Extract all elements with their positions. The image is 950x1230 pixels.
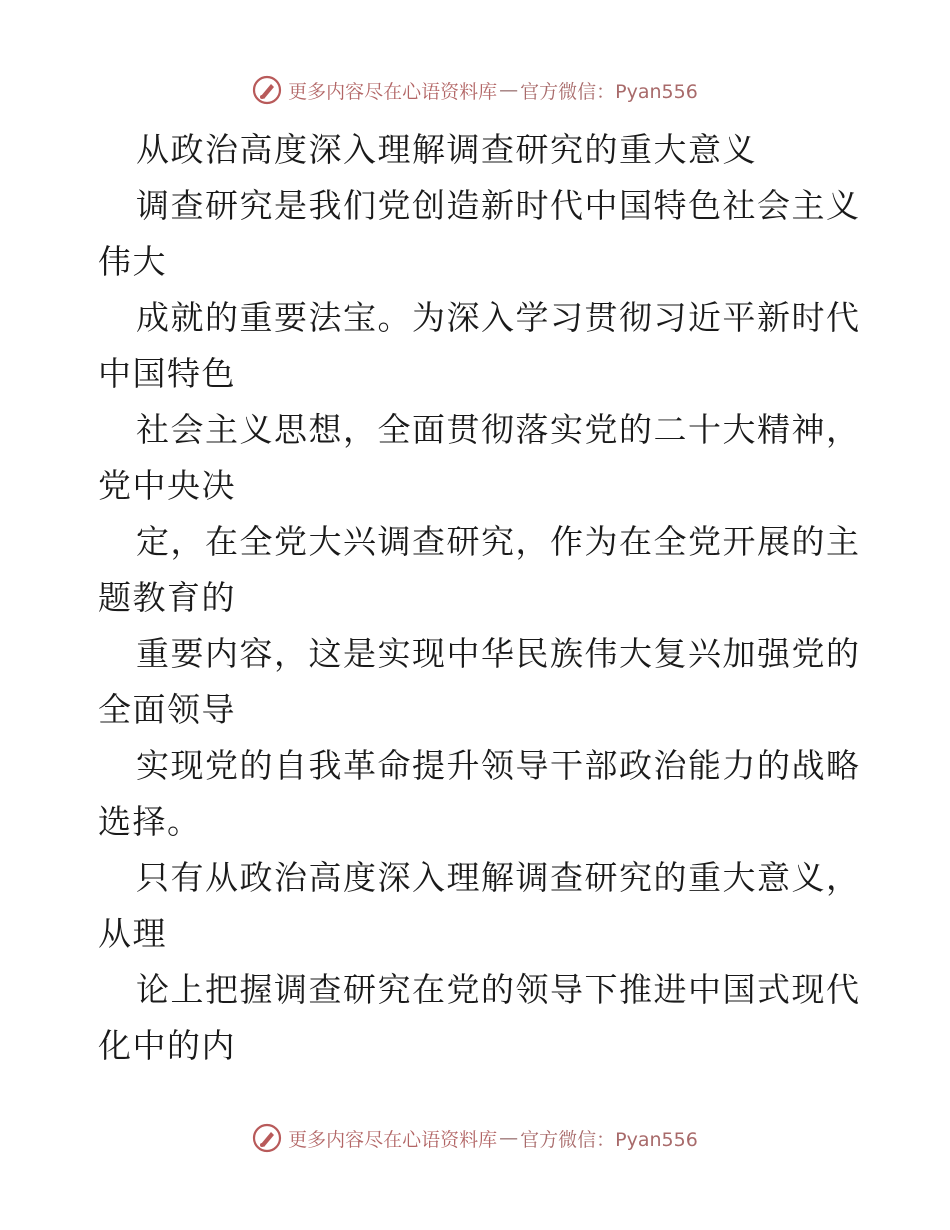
watermark-separator: — [499,1127,519,1149]
text-line: 社会主义思想，全面贯彻落实党的二十大精神， [136,410,861,449]
text-line: 成就的重要法宝。为深入学习贯彻习近平新时代 [136,298,861,337]
text-line: 化中的内 [98,1026,236,1065]
text-line: 题教育的 [98,578,236,617]
text-line: 只有从政治高度深入理解调查研究的重大意义， [136,858,861,897]
text-line: 伟大 [98,242,167,281]
text-line: 从政治高度深入理解调查研究的重大意义 [136,130,757,169]
watermark-main-text: 更多内容尽在心语资料库 [288,1128,498,1151]
text-line: 全面领导 [98,690,236,729]
document-body [98,122,861,1074]
text-line: 党中央决 [98,466,236,505]
text-line: 选择。 [98,802,202,841]
text-line: 重要内容，这是实现中华民族伟大复兴加强党的 [136,634,861,673]
fountain-pen-logo-icon [252,1123,282,1153]
watermark-main-text: 更多内容尽在心语资料库 [288,80,498,103]
fountain-pen-logo-icon [252,75,282,105]
footer-watermark [0,1118,950,1158]
watermark-separator: — [499,79,519,101]
text-line: 论上把握调查研究在党的领导下推进中国式现代 [136,970,861,1009]
text-line: 调查研究是我们党创造新时代中国特色社会主义 [136,186,861,225]
watermark-wechat-text: 官方微信：Pyan556 [520,80,698,103]
text-line: 实现党的自我革命提升领导干部政治能力的战略 [136,746,861,785]
header-watermark [0,70,950,110]
text-line: 从理 [98,914,167,953]
watermark-wechat-text: 官方微信：Pyan556 [520,1128,698,1151]
text-line: 定，在全党大兴调查研究，作为在全党开展的主 [136,522,861,561]
text-line: 中国特色 [98,354,236,393]
